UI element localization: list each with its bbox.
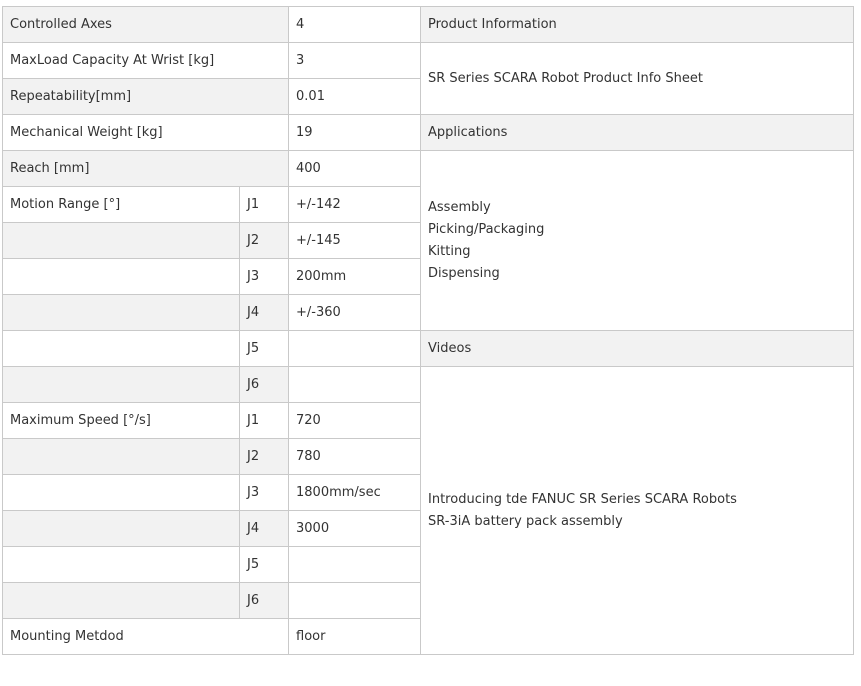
empty-cell	[3, 583, 240, 619]
empty-cell	[3, 331, 240, 367]
joint-label: J1	[240, 187, 289, 223]
motion-range-value: +/-145	[289, 223, 421, 259]
joint-label: J5	[240, 547, 289, 583]
joint-label: J3	[240, 475, 289, 511]
empty-cell	[3, 259, 240, 295]
table-row	[3, 43, 854, 79]
max-speed-label: Maximum Speed [°/s]	[3, 403, 240, 439]
table-row	[3, 115, 854, 151]
empty-cell	[3, 223, 240, 259]
joint-label: J4	[240, 295, 289, 331]
product-info-cell	[421, 43, 854, 115]
product-info-sheet-link[interactable]: SR Series SCARA Robot Product Info Sheet	[428, 71, 703, 86]
reach-value: 400	[289, 151, 421, 187]
application-item: Picking/Packaging	[428, 221, 545, 237]
empty-cell	[3, 511, 240, 547]
motion-range-value: +/-360	[289, 295, 421, 331]
mounting-label: Mounting Metdod	[3, 619, 289, 655]
table-row	[3, 151, 854, 187]
spec-table	[2, 6, 854, 655]
joint-label: J2	[240, 223, 289, 259]
max-speed-value	[289, 547, 421, 583]
reach-label: Reach [mm]	[3, 151, 289, 187]
application-item: Dispensing	[428, 265, 500, 281]
empty-cell	[3, 367, 240, 403]
empty-cell	[3, 475, 240, 511]
max-speed-value: 3000	[289, 511, 421, 547]
video-link[interactable]: Introducing tde FANUC SR Series SCARA Robots	[428, 491, 737, 507]
joint-label: J3	[240, 259, 289, 295]
motion-range-value	[289, 367, 421, 403]
table-row	[3, 367, 854, 403]
video-link[interactable]: SR-3iA battery pack assembly	[428, 513, 623, 529]
joint-label: J2	[240, 439, 289, 475]
joint-label: J6	[240, 367, 289, 403]
empty-cell	[3, 295, 240, 331]
videos-heading: Videos	[421, 331, 854, 367]
applications-list	[421, 151, 854, 331]
max-speed-value: 1800mm/sec	[289, 475, 421, 511]
videos-list	[421, 367, 854, 655]
motion-range-value: 200mm	[289, 259, 421, 295]
joint-label: J4	[240, 511, 289, 547]
load-label: MaxLoad Capacity At Wrist [kg]	[3, 43, 289, 79]
max-speed-value: 780	[289, 439, 421, 475]
load-value: 3	[289, 43, 421, 79]
mounting-value: floor	[289, 619, 421, 655]
motion-range-value	[289, 331, 421, 367]
table-row	[3, 331, 854, 367]
joint-label: J5	[240, 331, 289, 367]
motion-range-label: Motion Range [°]	[3, 187, 240, 223]
repeatability-value: 0.01	[289, 79, 421, 115]
joint-label: J6	[240, 583, 289, 619]
max-speed-value: 720	[289, 403, 421, 439]
product-info-heading: Product Information	[421, 7, 854, 43]
weight-label: Mechanical Weight [kg]	[3, 115, 289, 151]
empty-cell	[3, 547, 240, 583]
table-row	[3, 7, 854, 43]
max-speed-value	[289, 583, 421, 619]
applications-heading: Applications	[421, 115, 854, 151]
motion-range-value: +/-142	[289, 187, 421, 223]
joint-label: J1	[240, 403, 289, 439]
application-item: Kitting	[428, 243, 471, 259]
application-item: Assembly	[428, 199, 491, 215]
axes-value: 4	[289, 7, 421, 43]
axes-label: Controlled Axes	[3, 7, 289, 43]
empty-cell	[3, 439, 240, 475]
weight-value: 19	[289, 115, 421, 151]
repeatability-label: Repeatability[mm]	[3, 79, 289, 115]
